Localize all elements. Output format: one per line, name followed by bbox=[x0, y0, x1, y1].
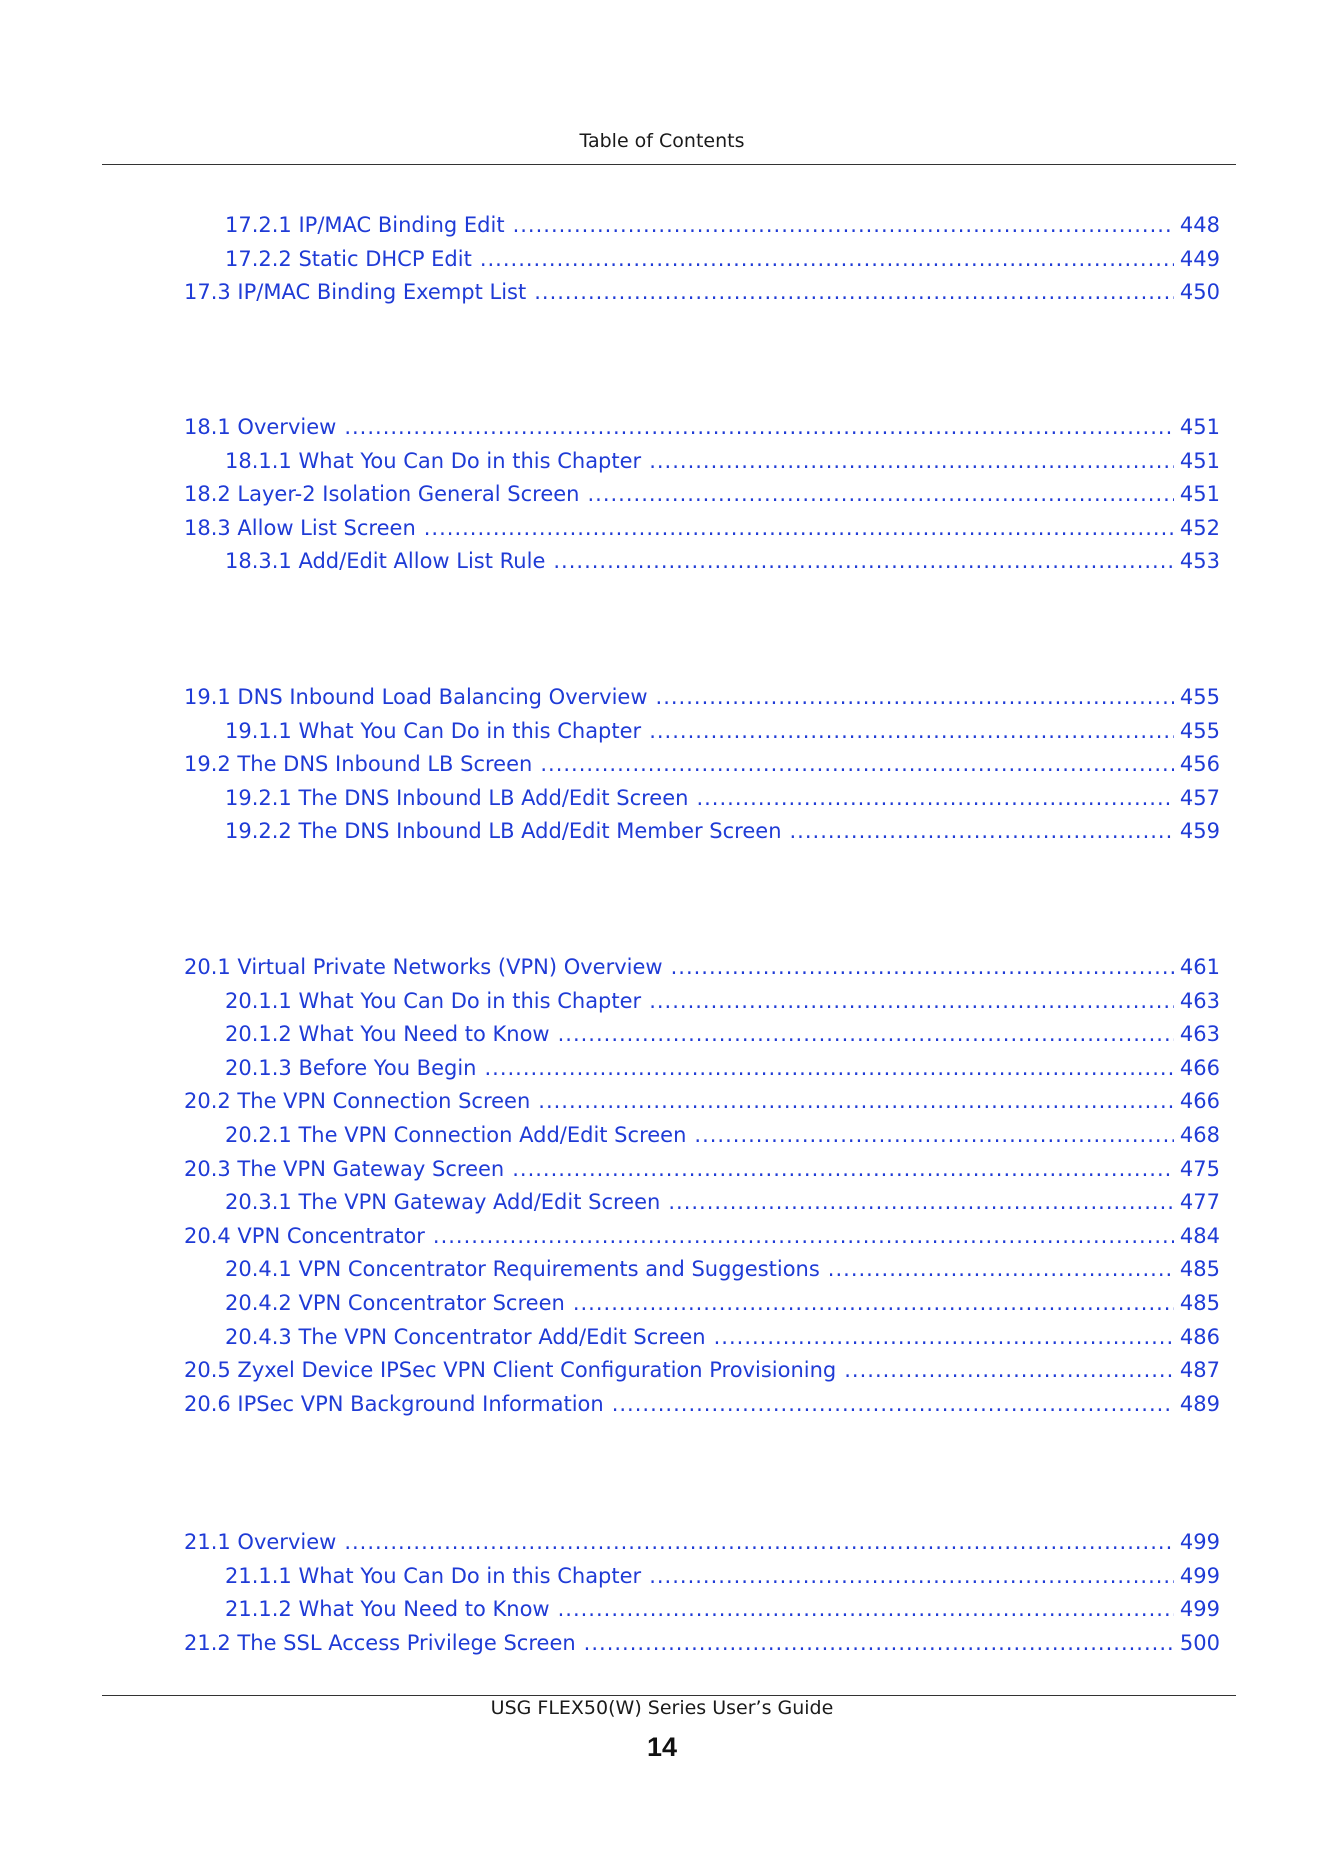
toc-entry-title: 20.6 IPSec VPN Background Information bbox=[184, 1391, 604, 1416]
toc-entry[interactable] bbox=[225, 1118, 1220, 1152]
dot-leader bbox=[587, 477, 1173, 511]
toc-entry[interactable] bbox=[225, 444, 1220, 478]
toc-entry-title: 21.1 Overview bbox=[184, 1530, 337, 1554]
toc-entry-title: 18.3 Allow List Screen bbox=[184, 515, 416, 540]
toc-entry-page: 453 bbox=[1179, 549, 1220, 574]
toc-entry[interactable] bbox=[184, 511, 1220, 545]
toc-entry-page: 500 bbox=[1179, 1630, 1220, 1655]
toc-entry-title: 19.2.1 The DNS Inbound LB Add/Edit Screen bbox=[225, 785, 689, 810]
toc-entry-title: 18.1.1 What You Can Do in this Chapter bbox=[225, 448, 642, 473]
dot-leader bbox=[656, 680, 1174, 714]
dot-leader bbox=[538, 1084, 1174, 1118]
toc-entry[interactable] bbox=[225, 544, 1220, 578]
dot-leader bbox=[649, 1559, 1174, 1593]
dot-leader bbox=[512, 1152, 1174, 1186]
toc-entry[interactable] bbox=[225, 1559, 1220, 1593]
toc-entry-title: 20.1.2 What You Need to Know bbox=[225, 1022, 550, 1047]
header-rule bbox=[102, 164, 1236, 165]
toc-entry-title: 20.3.1 The VPN Gateway Add/Edit Screen bbox=[225, 1190, 661, 1215]
dot-leader bbox=[828, 1252, 1174, 1286]
toc-entry[interactable] bbox=[225, 1185, 1220, 1219]
toc-entry-title: 20.1 Virtual Private Networks (VPN) Overview bbox=[184, 955, 663, 979]
toc-entry-page: 459 bbox=[1179, 819, 1220, 844]
toc-entry-title: 20.5 Zyxel Device IPSec VPN Client Configuration Provisioning bbox=[184, 1358, 837, 1383]
toc-entry-title: 20.4 VPN Concentrator bbox=[184, 1223, 425, 1248]
dot-leader bbox=[553, 544, 1174, 578]
toc-entry-title: 20.4.3 The VPN Concentrator Add/Edit Screen bbox=[225, 1324, 706, 1349]
toc-entry[interactable] bbox=[184, 1626, 1220, 1660]
dot-leader bbox=[573, 1286, 1174, 1320]
toc-entry-title: 20.4.2 VPN Concentrator Screen bbox=[225, 1291, 565, 1315]
toc-entry-page: 451 bbox=[1179, 448, 1220, 473]
toc-entry[interactable] bbox=[225, 814, 1220, 848]
toc-entry[interactable] bbox=[225, 208, 1220, 242]
toc-entry[interactable] bbox=[184, 1219, 1220, 1253]
toc-entry-title: 18.2 Layer-2 Isolation General Screen bbox=[184, 482, 580, 507]
toc-entry-page: 457 bbox=[1179, 785, 1220, 810]
toc-entry-title: 19.2 The DNS Inbound LB Screen bbox=[184, 752, 533, 777]
toc-entry-title: 17.3 IP/MAC Binding Exempt List bbox=[184, 280, 527, 305]
toc-entry-title: 20.1.1 What You Can Do in this Chapter bbox=[225, 988, 642, 1013]
dot-leader bbox=[649, 444, 1174, 478]
toc-entry-page: 461 bbox=[1179, 955, 1220, 979]
footer-guide-title: USG FLEX50(W) Series User’s Guide bbox=[490, 1697, 834, 1719]
dot-leader bbox=[513, 208, 1174, 242]
dot-leader bbox=[612, 1387, 1174, 1421]
toc-entry-title: 17.2.2 Static DHCP Edit bbox=[225, 246, 472, 271]
toc-entry[interactable] bbox=[184, 477, 1220, 511]
toc-entry-title: 21.1.2 What You Need to Know bbox=[225, 1597, 550, 1622]
toc-entry-page: 486 bbox=[1179, 1324, 1220, 1349]
dot-leader bbox=[844, 1353, 1174, 1387]
dot-leader bbox=[424, 511, 1174, 545]
toc-entry[interactable] bbox=[184, 275, 1220, 309]
toc-entry[interactable] bbox=[184, 1084, 1220, 1118]
toc-entry-title: 19.1 DNS Inbound Load Balancing Overview bbox=[184, 685, 648, 709]
dot-leader bbox=[433, 1219, 1174, 1253]
toc-entry-title: 19.2.2 The DNS Inbound LB Add/Edit Member Screen bbox=[225, 819, 782, 844]
dot-leader bbox=[540, 747, 1174, 781]
toc-entry-title: 20.2.1 The VPN Connection Add/Edit Screen bbox=[225, 1123, 687, 1147]
dot-leader bbox=[714, 1320, 1174, 1354]
toc-entry[interactable] bbox=[184, 1525, 1220, 1559]
dot-leader bbox=[584, 1626, 1174, 1660]
dot-leader bbox=[484, 1051, 1173, 1085]
dot-leader bbox=[694, 1118, 1174, 1152]
toc-entry-page: 450 bbox=[1179, 280, 1220, 305]
toc-entry-title: 20.2 The VPN Connection Screen bbox=[184, 1089, 531, 1114]
toc-entry[interactable] bbox=[225, 781, 1220, 815]
toc-entry-page: 463 bbox=[1179, 1022, 1220, 1047]
toc-entry-page: 463 bbox=[1179, 988, 1220, 1013]
toc-entry-page: 449 bbox=[1179, 246, 1220, 271]
toc-entry-page: 485 bbox=[1179, 1291, 1220, 1315]
dot-leader bbox=[534, 275, 1174, 309]
toc-entry-page: 468 bbox=[1179, 1123, 1220, 1147]
dot-leader bbox=[344, 1525, 1174, 1559]
toc-entry[interactable] bbox=[225, 714, 1220, 748]
footer-rule bbox=[102, 1695, 1236, 1696]
dot-leader bbox=[649, 984, 1174, 1018]
toc-entry-title: 18.3.1 Add/Edit Allow List Rule bbox=[225, 549, 546, 574]
toc-entry-page: 489 bbox=[1179, 1391, 1220, 1416]
toc-entry[interactable] bbox=[184, 1152, 1220, 1186]
toc-entry-page: 487 bbox=[1179, 1358, 1220, 1383]
toc-entry-page: 455 bbox=[1179, 718, 1220, 743]
toc-entry-page: 484 bbox=[1179, 1223, 1220, 1248]
dot-leader bbox=[696, 781, 1173, 815]
toc-entry[interactable] bbox=[225, 1320, 1220, 1354]
dot-leader bbox=[558, 1017, 1174, 1051]
toc-entry[interactable] bbox=[225, 984, 1220, 1018]
dot-leader bbox=[480, 242, 1174, 276]
toc-entry-page: 452 bbox=[1179, 515, 1220, 540]
page-number: 14 bbox=[646, 1732, 678, 1762]
toc-entry-title: 20.1.3 Before You Begin bbox=[225, 1055, 477, 1080]
toc-entry-page: 448 bbox=[1179, 213, 1220, 237]
toc-entry-page: 456 bbox=[1179, 752, 1220, 777]
toc-entry-page: 477 bbox=[1179, 1190, 1220, 1215]
toc-entry-page: 466 bbox=[1179, 1055, 1220, 1080]
toc-entry[interactable] bbox=[225, 1051, 1220, 1085]
toc-entry[interactable] bbox=[184, 950, 1220, 984]
toc-entry-page: 499 bbox=[1179, 1563, 1220, 1588]
dot-leader bbox=[671, 950, 1174, 984]
dot-leader bbox=[558, 1592, 1174, 1626]
toc-entry[interactable] bbox=[184, 747, 1220, 781]
toc-entry-page: 499 bbox=[1179, 1530, 1220, 1554]
toc-entry-title: 19.1.1 What You Can Do in this Chapter bbox=[225, 718, 642, 743]
toc-entry[interactable] bbox=[184, 680, 1220, 714]
toc-entry-title: 18.1 Overview bbox=[184, 415, 337, 439]
dot-leader bbox=[649, 714, 1174, 748]
toc-entry-page: 451 bbox=[1179, 415, 1220, 439]
toc-entry-page: 475 bbox=[1179, 1156, 1220, 1181]
toc-entry-page: 455 bbox=[1179, 685, 1220, 709]
toc-entry-page: 499 bbox=[1179, 1597, 1220, 1622]
toc-entry-title: 21.1.1 What You Can Do in this Chapter bbox=[225, 1563, 642, 1588]
dot-leader bbox=[668, 1185, 1174, 1219]
toc-entry[interactable] bbox=[184, 1387, 1220, 1421]
toc-entry[interactable] bbox=[225, 1017, 1220, 1051]
dot-leader bbox=[344, 410, 1174, 444]
dot-leader bbox=[790, 814, 1174, 848]
toc-entry[interactable] bbox=[225, 242, 1220, 276]
toc-entry-title: 20.4.1 VPN Concentrator Requirements and Suggestions bbox=[225, 1257, 820, 1282]
toc-entry[interactable] bbox=[184, 1353, 1220, 1387]
toc-entry[interactable] bbox=[184, 410, 1220, 444]
toc-entry[interactable] bbox=[225, 1252, 1220, 1286]
toc-entry[interactable] bbox=[225, 1592, 1220, 1626]
toc-entry-page: 451 bbox=[1179, 482, 1220, 507]
running-header-title: Table of Contents bbox=[579, 130, 745, 152]
toc-entry-title: 20.3 The VPN Gateway Screen bbox=[184, 1156, 505, 1181]
toc-entry[interactable] bbox=[225, 1286, 1220, 1320]
toc-entry-title: 21.2 The SSL Access Privilege Screen bbox=[184, 1630, 576, 1655]
toc-entry-title: 17.2.1 IP/MAC Binding Edit bbox=[225, 213, 505, 237]
toc-entry-page: 466 bbox=[1179, 1089, 1220, 1114]
toc-entry-page: 485 bbox=[1179, 1257, 1220, 1282]
